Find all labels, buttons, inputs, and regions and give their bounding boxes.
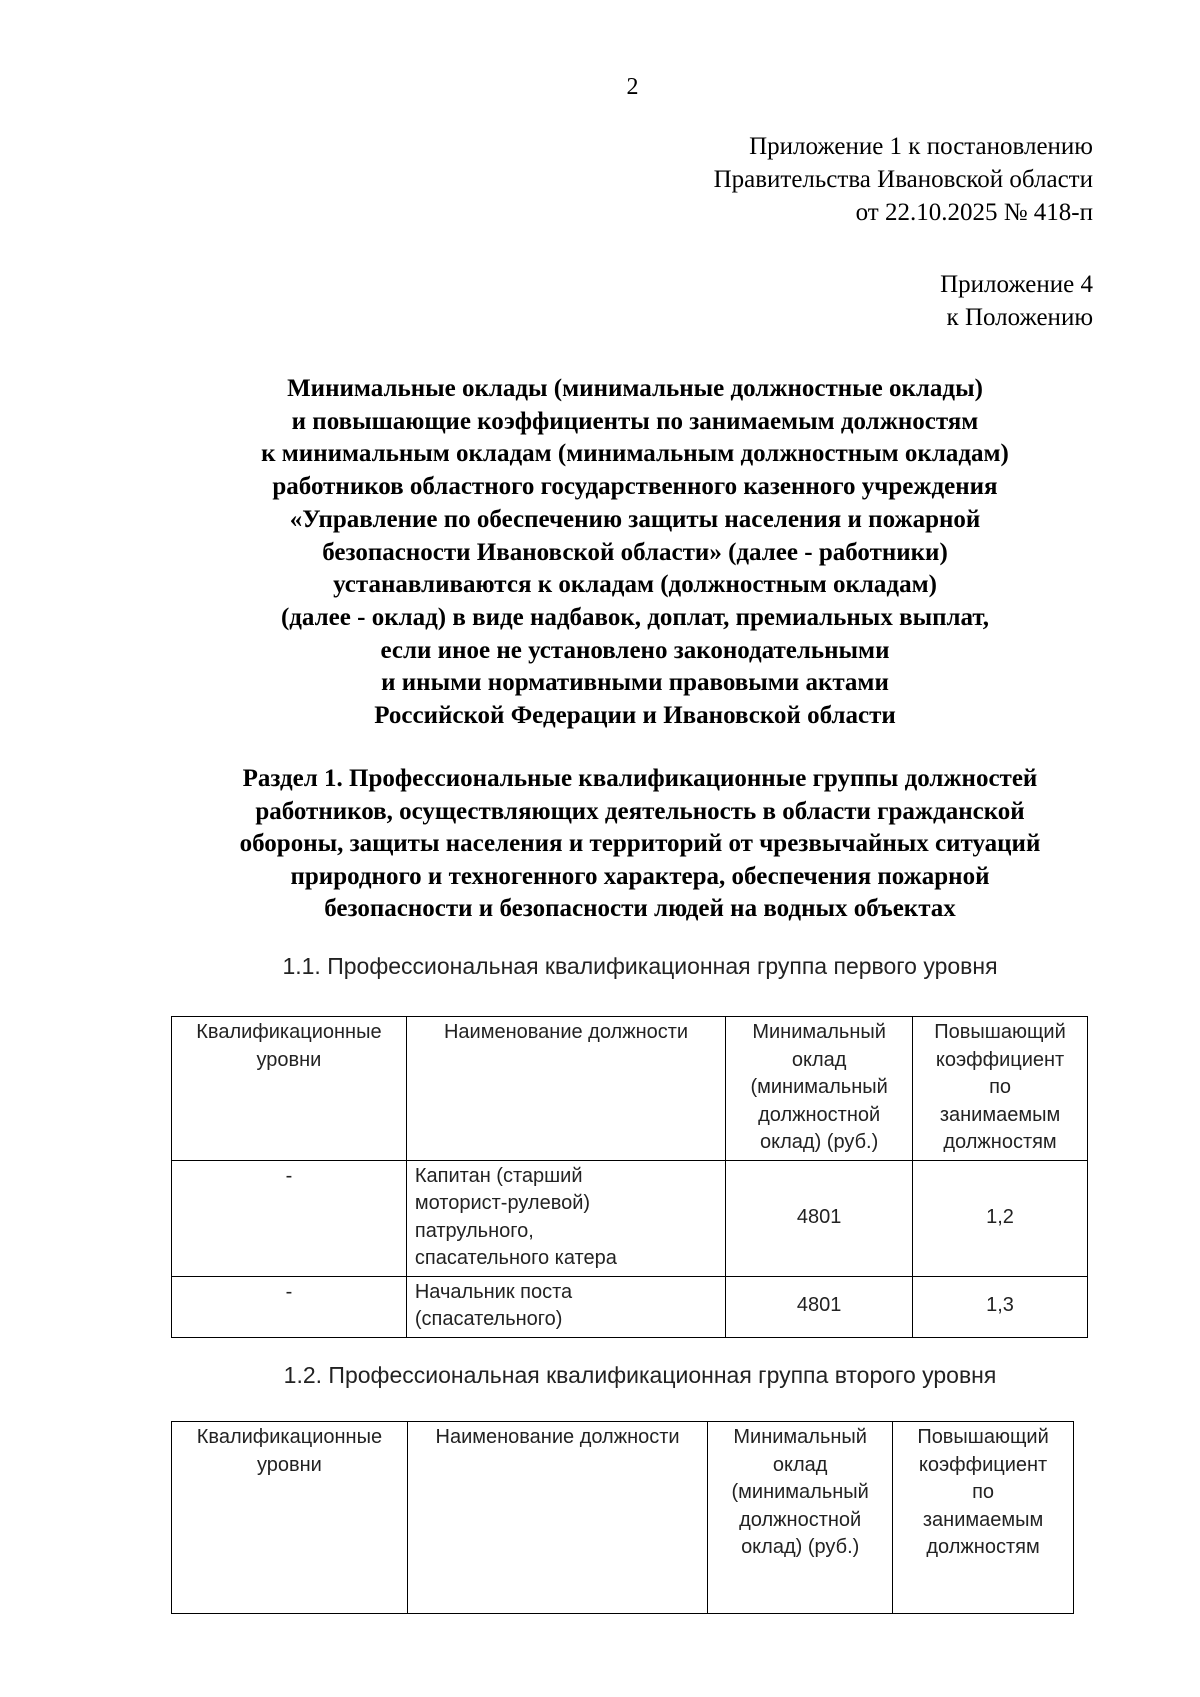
header-minimum-salary: Минимальный оклад (минимальный должностной оклад) (руб.) [726, 1017, 913, 1161]
cell-position-name: Начальник поста (спасательного) [406, 1276, 725, 1337]
appendix-sub-reference [940, 268, 1093, 334]
title-line: (далее - оклад) в виде надбавок, доплат, премиальных выплат, [280, 603, 990, 631]
section-line: Раздел 1. Профессиональные квалификационные группы должностей [242, 765, 1038, 792]
appendix-main-reference [714, 130, 1093, 229]
appendix-sub-line: Приложение 4 [940, 271, 1093, 298]
section-title [150, 763, 1130, 926]
table-row [172, 1160, 1088, 1276]
section-line: безопасности и безопасности людей на водных объектах [324, 895, 956, 923]
appendix-main-line: Приложение 1 к постановлению [749, 133, 1093, 160]
header-qualification-levels: Квалификационные уровни [172, 1422, 408, 1614]
title-line: устанавливаются к окладам (должностным окладам) [333, 571, 937, 599]
title-line: работников областного государственного казенного учреждения [272, 473, 998, 501]
cell-salary: 4801 [726, 1276, 913, 1337]
section-line: природного и техногенного характера, обеспечения пожарной [290, 862, 990, 890]
appendix-main-line: от 22.10.2025 № 418-п [855, 199, 1093, 226]
table-row [172, 1276, 1088, 1337]
section-line: работников, осуществляющих деятельность в области гражданской [255, 797, 1025, 825]
title-line: «Управление по обеспечению защиты населения и пожарной [289, 505, 981, 533]
cell-position-name: Капитан (старший моторист-рулевой) патрульного, спасательного катера [406, 1160, 725, 1276]
table-header-row [172, 1422, 1074, 1614]
subsection-heading-1: 1.1. Профессиональная квалификационная группа первого уровня [282, 953, 998, 979]
document-title [130, 373, 1140, 733]
subsection-heading-2: 1.2. Профессиональная квалификационная группа второго уровня [283, 1362, 997, 1388]
title-line: Российской Федерации и Ивановской области [374, 702, 896, 730]
header-minimum-salary: Минимальный оклад (минимальный должностной оклад) (руб.) [708, 1422, 893, 1614]
header-qualification-levels: Квалификационные уровни [172, 1017, 407, 1161]
qualification-table-level-2 [171, 1421, 1074, 1614]
cell-coefficient: 1,3 [913, 1276, 1088, 1337]
appendix-sub-line: к Положению [946, 304, 1093, 331]
cell-level: - [172, 1276, 407, 1337]
header-increasing-coefficient: Повышающий коэффициент по занимаемым должностям [893, 1422, 1074, 1614]
page-number: 2 [626, 74, 639, 100]
title-line: и иными нормативными правовыми актами [381, 669, 889, 697]
title-line: безопасности Ивановской области» (далее - работники) [322, 538, 948, 566]
title-line: и повышающие коэффициенты по занимаемым должностям [291, 407, 979, 435]
section-line: обороны, защиты населения и территорий от чрезвычайных ситуаций [239, 830, 1041, 858]
title-line: если иное не установлено законодательными [380, 636, 890, 664]
cell-coefficient: 1,2 [913, 1160, 1088, 1276]
qualification-table-level-1 [171, 1016, 1088, 1338]
table-header-row [172, 1017, 1088, 1161]
header-position-name: Наименование должности [406, 1017, 725, 1161]
title-line: к минимальным окладам (минимальным должностным окладам) [261, 440, 1009, 468]
header-increasing-coefficient: Повышающий коэффициент по занимаемым должностям [913, 1017, 1088, 1161]
cell-salary: 4801 [726, 1160, 913, 1276]
appendix-main-line: Правительства Ивановской области [713, 166, 1093, 193]
title-line: Минимальные оклады (минимальные должностные оклады) [287, 375, 983, 402]
header-position-name: Наименование должности [407, 1422, 707, 1614]
cell-level: - [172, 1160, 407, 1276]
